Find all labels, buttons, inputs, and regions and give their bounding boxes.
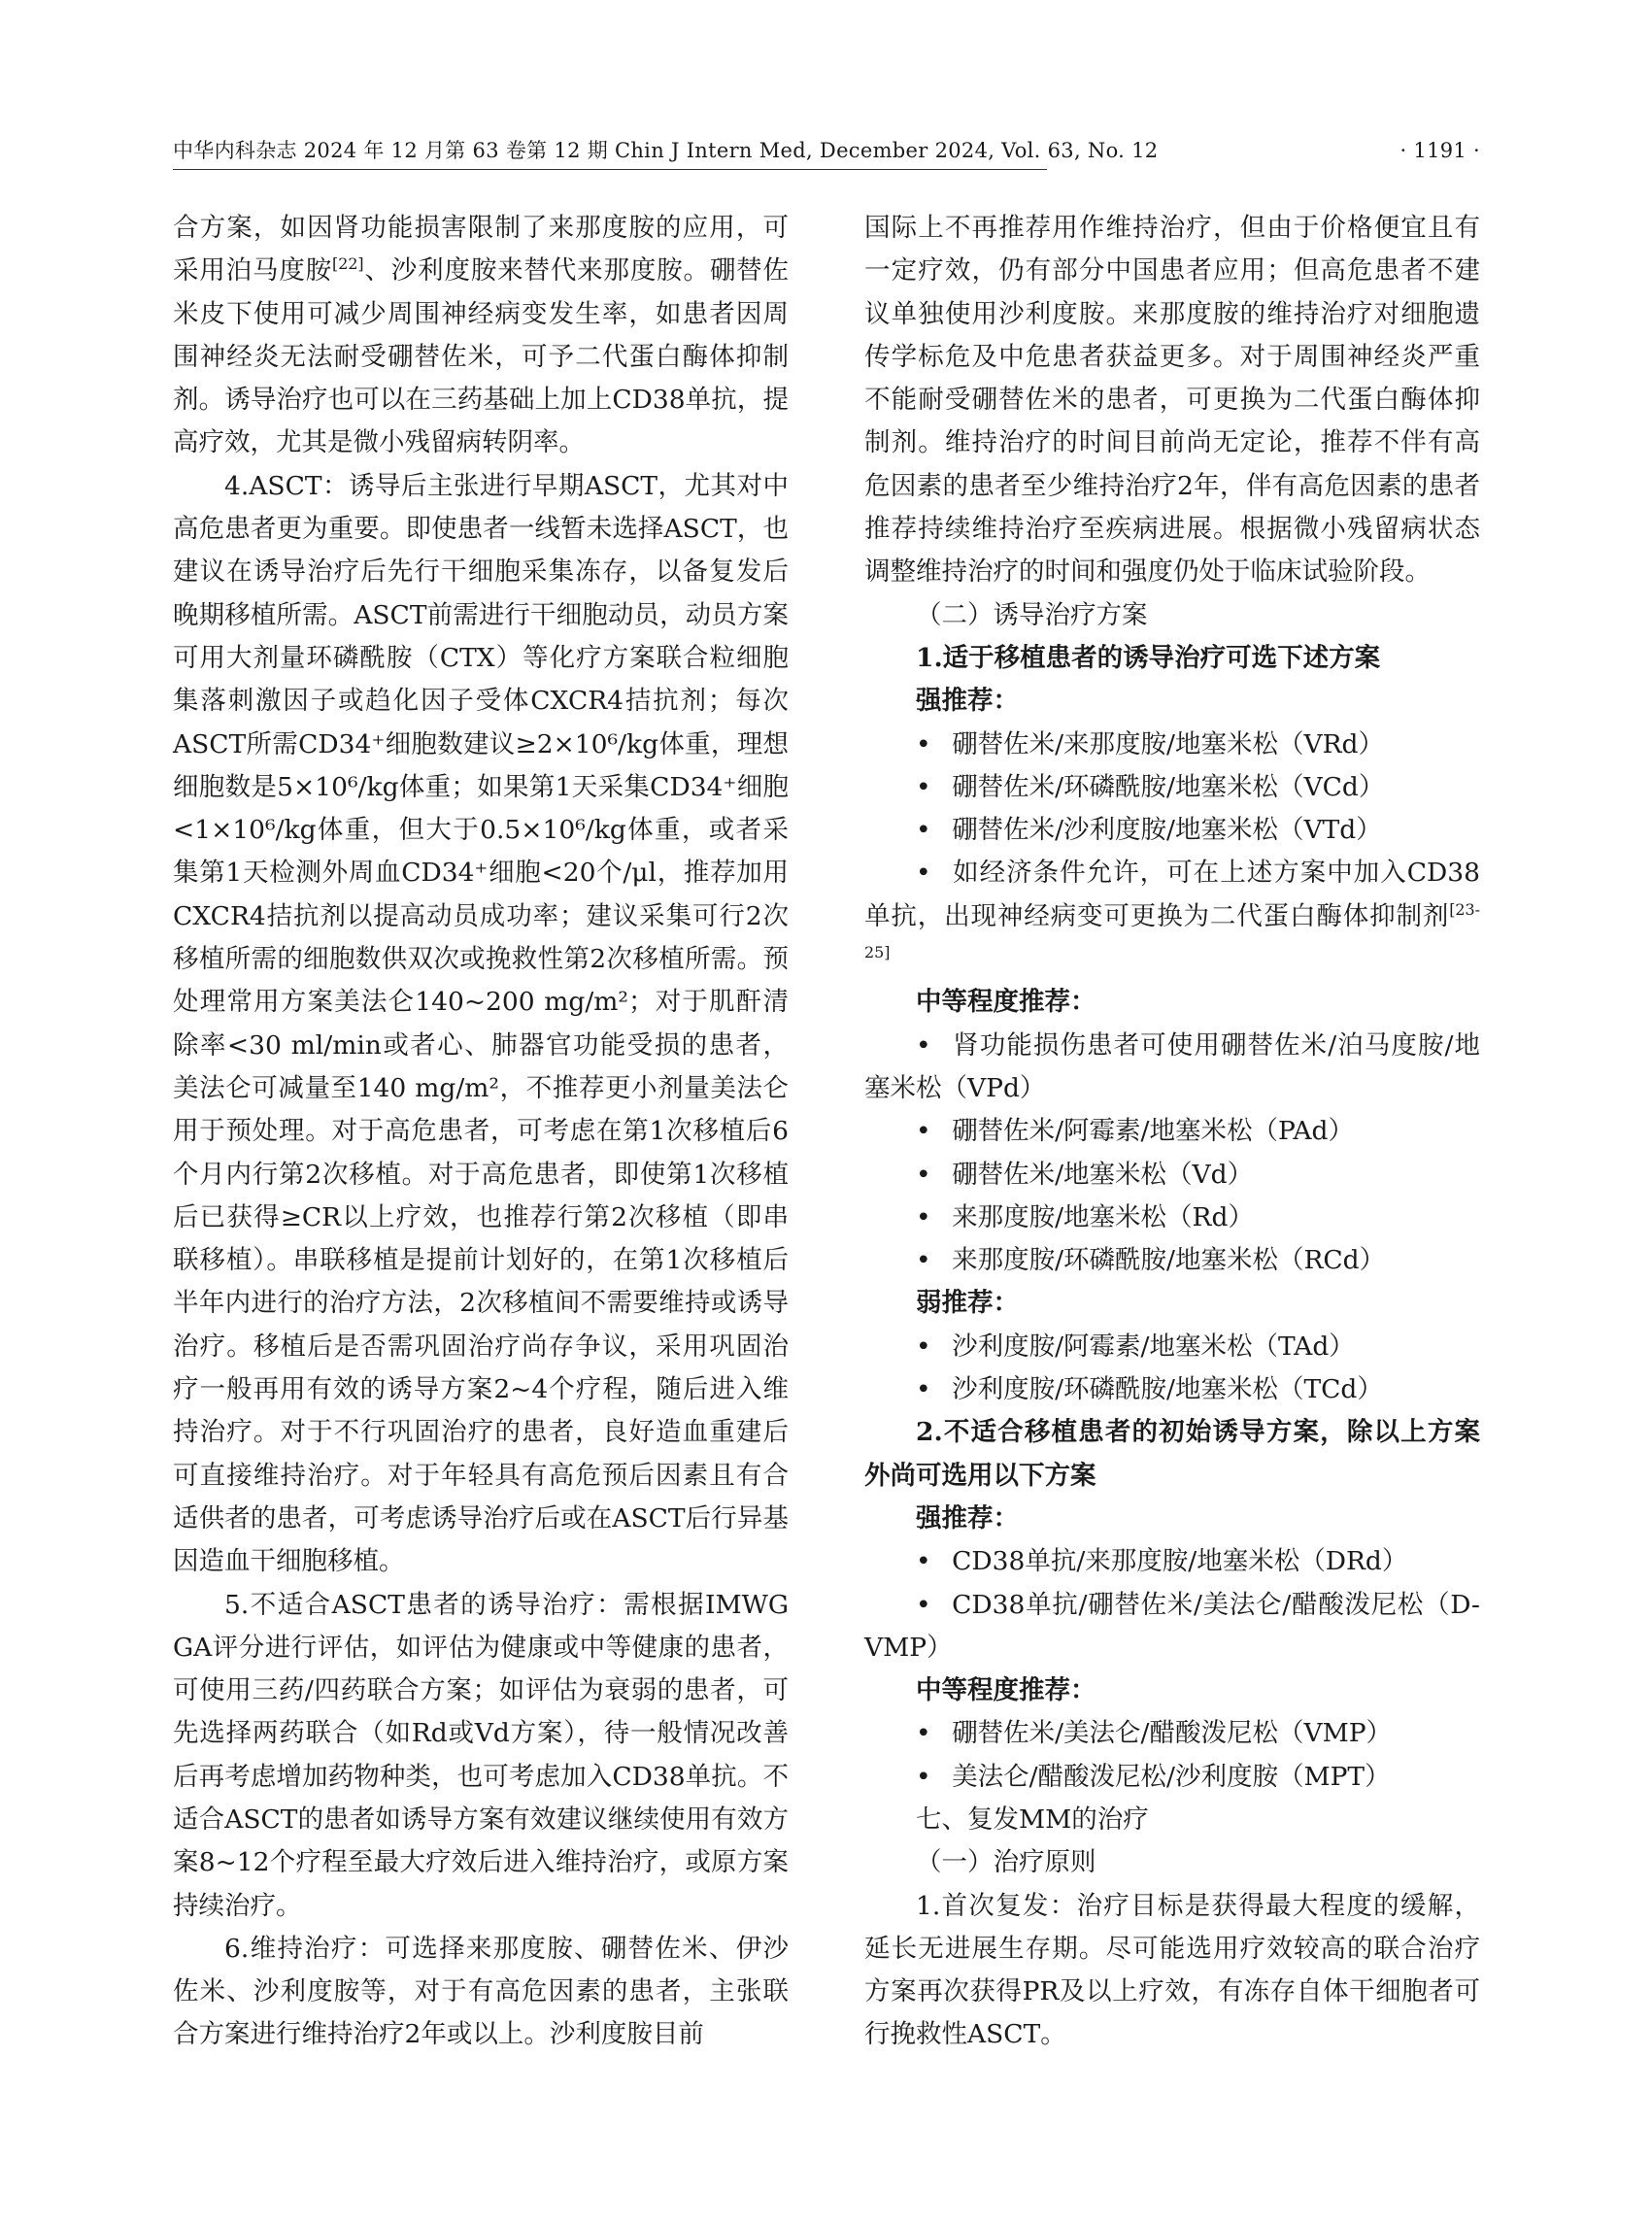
list-item-text: 如经济条件允许，可在上述方案中加入CD38单抗，出现神经病变可更换为二代蛋白酶体抑制剂 <box>864 858 1480 931</box>
list-item-text: 硼替佐米/来那度胺/地塞米松（VRd） <box>952 728 1385 759</box>
label-moderate-recommendation: 中等程度推荐： <box>916 987 1096 1018</box>
list-item: • 硼替佐米/沙利度胺/地塞米松（VTd） <box>916 815 1382 846</box>
list-item: • 硼替佐米/美法仑/醋酸泼尼松（VMP） <box>916 1718 1393 1749</box>
list-item-text: 来那度胺/环磷酰胺/地塞米松（RCd） <box>952 1245 1386 1276</box>
left-column <box>173 207 789 2057</box>
list-item: • 硼替佐米/环磷酰胺/地塞米松（VCd） <box>916 771 1385 802</box>
label-strong-recommendation: 强推荐： <box>916 686 1019 717</box>
paragraph-non-asct-induction: 5.不适合ASCT患者的诱导治疗：需根据IMWG GA评分进行评估，如评估为健康或中等健康的患者，可使用三药/四药联合方案；如评估为衰弱的患者，可先选择两药联合（如Rd或Vd方案），待一般情况改善后再考虑增加药物种类，也可考虑加入CD38单抗。不适合ASCT的患者如诱导方案有效建议继续使用有效方案8~12个疗程至最大疗效后进入维持治疗，或原方案持续治疗。 <box>173 1589 789 1921</box>
list-item: • 硼替佐米/来那度胺/地塞米松（VRd） <box>916 728 1385 759</box>
list-item-text: 沙利度胺/阿霉素/地塞米松（TAd） <box>952 1331 1355 1362</box>
list-item: • 美法仑/醋酸泼尼松/沙利度胺（MPT） <box>916 1761 1391 1792</box>
list-item: • CD38单抗/硼替佐米/美法仑/醋酸泼尼松（D-VMP） <box>864 1589 1480 1663</box>
list-item-text: 沙利度胺/环磷酰胺/地塞米松（TCd） <box>952 1374 1383 1405</box>
reference-citation[interactable]: [23-25] <box>864 899 1480 962</box>
list-item-text: 硼替佐米/环磷酰胺/地塞米松（VCd） <box>952 771 1385 802</box>
label-moderate-recommendation: 中等程度推荐： <box>916 1675 1096 1706</box>
list-item-text: 硼替佐米/美法仑/醋酸泼尼松（VMP） <box>952 1718 1393 1749</box>
header-rule <box>173 169 1047 170</box>
list-item: • 硼替佐米/阿霉素/地塞米松（PAd） <box>916 1116 1354 1147</box>
subheading-transplant-ineligible: 2.不适合移植患者的初始诱导方案，除以上方案外尚可选用以下方案 <box>864 1417 1480 1491</box>
list-item: • 沙利度胺/环磷酰胺/地塞米松（TCd） <box>916 1374 1383 1405</box>
paragraph-maintenance-continued: 国际上不再推荐用作维持治疗，但由于价格便宜且有一定疗效，仍有部分中国患者应用；但高危患者不建议单独使用沙利度胺。来那度胺的维持治疗对细胞遗传学标危及中危患者获益更多。对于周围神经炎严重不能耐受硼替佐米的患者，可更换为二代蛋白酶体抑制剂。维持治疗的时间目前尚无定论，推荐不伴有高危因素的患者至少维持治疗2年，伴有高危因素的患者推荐持续维持治疗至疾病进展。根据微小残留病状态调整维持治疗的时间和强度仍处于临床试验阶段。 <box>864 213 1480 588</box>
section-heading-principle: （一）治疗原则 <box>916 1847 1096 1878</box>
label-weak-recommendation: 弱推荐： <box>916 1288 1019 1319</box>
label-strong-recommendation: 强推荐： <box>916 1502 1019 1534</box>
list-item-text: CD38单抗/来那度胺/地塞米松（DRd） <box>952 1546 1408 1577</box>
list-item: • CD38单抗/来那度胺/地塞米松（DRd） <box>916 1546 1408 1577</box>
list-item: • 肾功能损伤患者可使用硼替佐米/泊马度胺/地塞米松（VPd） <box>864 1029 1480 1103</box>
list-item-text: 硼替佐米/阿霉素/地塞米松（PAd） <box>952 1116 1354 1147</box>
paragraph-asct: 4.ASCT：诱导后主张进行早期ASCT，尤其对中高危患者更为重要。即使患者一线暂未选择ASCT，也建议在诱导治疗后先行干细胞采集冻存，以备复发后晚期移植所需。ASCT前需进行干细胞动员，动员方案可用大剂量环磷酰胺（CTX）等化疗方案联合粒细胞集落刺激因子或趋化因子受体CXCR4拮抗剂；每次ASCT所需CD34⁺细胞数建议≥2×10⁶/kg体重，理想细胞数是5×10⁶/kg体重；如果第1天采集CD34⁺细胞<1×10⁶/kg体重，但大于0.5×10⁶/kg体重，或者采集第1天检测外周血CD34⁺细胞<20个/μl，推荐加用CXCR4拮抗剂以提高动员成功率；建议采集可行2次移植所需的细胞数供双次或挽救性第2次移植所需。预处理常用方案美法仑140~200 mg/m²；对于肌酐清除率<30 ml/min或者心、肺器官功能受损的患者，美法仑可减量至140 mg/m²，不推荐更小剂量美法仑用于预处理。对于高危患者，可考虑在第1次移植后6个月内行第2次移植。对于高危患者，即使第1次移植后已获得≥CR以上疗效，也推荐行第2次移植（即串联移植）。串联移植是提前计划好的，在第1次移植后半年内进行的治疗方法，2次移植间不需要维持或诱导治疗。移植后是否需巩固治疗尚存争议，采用巩固治疗一般再用有效的诱导方案2~4个疗程，随后进入维持治疗。对于不行巩固治疗的患者，良好造血重建后可直接维持治疗。对于年轻具有高危预后因素且有合适供者的患者，可考虑诱导治疗后或在ASCT后行异基因造血干细胞移植。 <box>173 470 789 1577</box>
section-heading-induction: （二）诱导治疗方案 <box>916 599 1148 630</box>
paragraph-text: 合方案，如因肾功能损害限制了来那度胺的应用，可采用泊马度胺 <box>173 213 789 287</box>
right-column <box>864 207 1480 2057</box>
list-item-text: CD38单抗/硼替佐米/美法仑/醋酸泼尼松（D-VMP） <box>864 1589 1480 1663</box>
list-item-text: 硼替佐米/地塞米松（Vd） <box>952 1159 1254 1190</box>
list-item: • 来那度胺/环磷酰胺/地塞米松（RCd） <box>916 1245 1386 1276</box>
section-heading-relapse: 七、复发MM的治疗 <box>916 1804 1149 1835</box>
paragraph-maintenance: 6.维持治疗：可选择来那度胺、硼替佐米、伊沙佐米、沙利度胺等，对于有高危因素的患者，主张联合方案进行维持治疗2年或以上。沙利度胺目前 <box>173 1933 789 2050</box>
list-item: • 硼替佐米/地塞米松（Vd） <box>916 1159 1254 1190</box>
list-item-text: 硼替佐米/沙利度胺/地塞米松（VTd） <box>952 815 1382 846</box>
paragraph-text: 、沙利度胺来替代来那度胺。硼替佐米皮下使用可减少周围神经病变发生率，如患者因周围神经炎无法耐受硼替佐米，可予二代蛋白酶体抑制剂。诱导治疗也可以在三药基础上加上CD38单抗，提高疗效，尤其是微小残留病转阴率。 <box>173 255 790 458</box>
list-item: • 如经济条件允许，可在上述方案中加入CD38单抗，出现神经病变可更换为二代蛋白酶体抑制剂[23-25] <box>864 858 1480 962</box>
reference-citation[interactable]: [22] <box>332 254 364 274</box>
list-item-text: 肾功能损伤患者可使用硼替佐米/泊马度胺/地塞米松（VPd） <box>864 1029 1480 1103</box>
paragraph-first-relapse: 1.首次复发：治疗目标是获得最大程度的缓解，延长无进展生存期。尽可能选用疗效较高的联合治疗方案再次获得PR及以上疗效，有冻存自体干细胞者可行挽救性ASCT。 <box>864 1890 1480 2050</box>
list-item-text: 美法仑/醋酸泼尼松/沙利度胺（MPT） <box>952 1761 1391 1792</box>
list-item: • 来那度胺/地塞米松（Rd） <box>916 1201 1254 1232</box>
journal-citation: 中华内科杂志 2024 年 12 月第 63 卷第 12 期 Chin J Intern Med, December 2024, Vol. 63, No. 12 <box>173 139 1159 162</box>
list-item-text: 来那度胺/地塞米松（Rd） <box>952 1201 1254 1232</box>
running-header <box>173 134 1480 167</box>
page-number: · 1191 · <box>1399 139 1480 162</box>
paragraph-combination-regimen <box>173 207 789 465</box>
list-item: • 沙利度胺/阿霉素/地塞米松（TAd） <box>916 1331 1355 1362</box>
subheading-transplant-eligible: 1.适于移植患者的诱导治疗可选下述方案 <box>916 642 1381 673</box>
